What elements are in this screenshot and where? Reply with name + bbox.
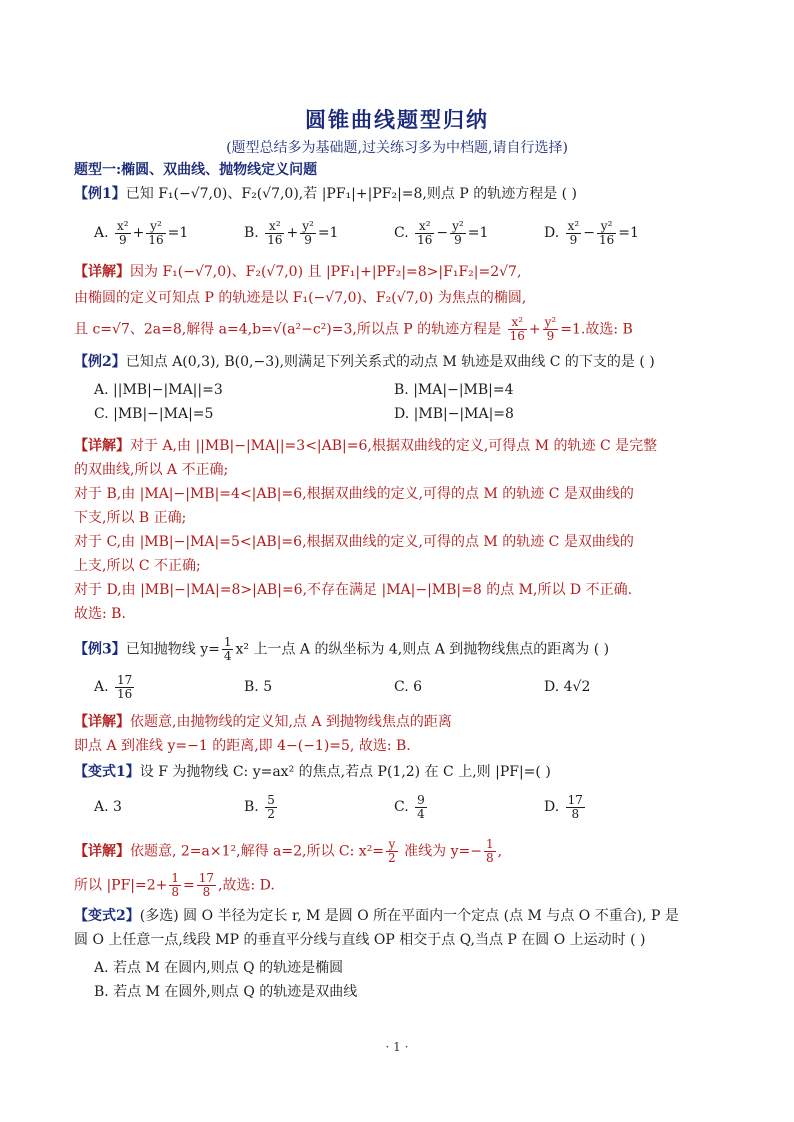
- example-3-option-b: B. 5: [244, 679, 273, 695]
- example-2-option-b: B. |MA|−|MB|=4: [394, 382, 514, 398]
- variant-1-answer-line-1: 【详解】依题意, 2=a×1²,解得 a=2,所以 C: x²= $\frac{y}{2}$ 准线为 y=− $\frac{1}{8}$ ,: [74, 837, 503, 865]
- example-2-option-c: C. |MB|−|MA|=5: [94, 406, 214, 422]
- example-2-option-d: D. |MB|−|MA|=8: [394, 406, 514, 422]
- variant-2-tag: 【变式2】: [74, 908, 140, 924]
- example-2-answer-line-4: 下支,所以 B 正确;: [74, 510, 187, 526]
- example-2-answer-line-3: 对于 B,由 |MA|−|MB|=4<|AB|=6,根据双曲线的定义,可得的点 M 的轨迹 C 是双曲线的: [74, 486, 634, 502]
- example-1-option-d: D. $\frac{\text{x²}}{9}$ − $\frac{\text{y²}}{16}$ =1: [544, 218, 639, 247]
- example-3-answer-line-2: 即点 A 到准线 y=−1 的距离,即 4−(−1)=5, 故选: B.: [74, 738, 411, 754]
- example-2-answer-line-5: 对于 C,由 |MB|−|MA|=5<|AB|=6,根据双曲线的定义,可得的点 M 的轨迹 C 是双曲线的: [74, 534, 634, 550]
- section-heading: 题型一:椭圆、双曲线、抛物线定义问题: [74, 162, 318, 178]
- variant-1-option-c: C. $\frac{9}{4}$: [394, 792, 425, 821]
- example-3-options: [94, 672, 734, 702]
- example-1-tag: 【例1】: [74, 186, 126, 202]
- variant-2-option-a: A. 若点 M 在圆内,则点 Q 的轨迹是椭圆: [94, 960, 344, 976]
- example-1-answer-line-2: 由椭圆的定义可知点 P 的轨迹是以 F₁(−√7,0)、F₂(√7,0) 为焦点的椭圆,: [74, 290, 527, 306]
- example-3-question: 【例3】已知抛物线 y= $\frac{1}{4}$ x² 上一点 A 的纵坐标为 4,则点 A 到抛物线焦点的距离为 ( ): [74, 635, 610, 663]
- variant-1-option-a: A. 3: [94, 799, 122, 815]
- example-3-option-a: A. $\frac{17}{16}$: [94, 672, 133, 701]
- example-2-answer-line-1: 【详解】对于 A,由 ||MB|−|MA||=3<|AB|=6,根据双曲线的定义,可得点 M 的轨迹 C 是完整: [74, 438, 658, 454]
- answer-tag: 【详解】: [74, 438, 130, 454]
- page-subtitle: (题型总结多为基础题,过关练习多为中档题,请自行选择): [226, 140, 568, 156]
- example-1-answer-line-3: 且 c=√7、2a=8,解得 a=4,b=√(a²−c²)=3,所以点 P 的轨迹方程是 $\frac{\text{x²}}{16}$ + $\frac{\text{y²}}{9}$ =1.故选: B: [74, 315, 633, 343]
- answer-tag: 【详解】: [74, 843, 130, 860]
- example-2-question: 【例2】已知点 A(0,3), B(0,−3),则满足下列关系式的动点 M 轨迹是双曲线 C 的下支的是 ( ): [74, 354, 655, 370]
- example-1-options: [94, 218, 734, 248]
- answer-tag: 【详解】: [74, 264, 130, 280]
- example-3-tag: 【例3】: [74, 641, 126, 658]
- variant-1-option-b: B. $\frac{5}{2}$: [244, 792, 275, 821]
- example-1-question: [74, 184, 577, 204]
- variant-1-tag: 【变式1】: [74, 764, 140, 780]
- example-1-text: 已知 F₁(−√7,0)、F₂(√7,0),若 |PF₁|+|PF₂|=8,则点 P 的轨迹方程是 ( ): [125, 186, 578, 202]
- page-number: · 1 ·: [385, 1040, 409, 1054]
- example-1-option-a: A. $\frac{\text{x²}}{9}$ + $\frac{\text{y²}}{16}$ =1: [94, 218, 189, 247]
- example-1-option-c: C. $\frac{\text{x²}}{16}$ − $\frac{\text{y²}}{9}$ =1: [394, 218, 489, 247]
- example-3-option-d: D. 4√2: [544, 679, 591, 695]
- variant-2-option-b: B. 若点 M 在圆外,则点 Q 的轨迹是双曲线: [94, 984, 358, 1000]
- example-2-answer-line-7: 对于 D,由 |MB|−|MA|=8>|AB|=6,不存在满足 |MA|−|MB|=8 的点 M,所以 D 不正确.: [74, 582, 633, 598]
- variant-1-answer-line-2: 所以 |PF|=2+ $\frac{1}{8}$ = $\frac{17}{8}$ ,故选: D.: [74, 871, 275, 899]
- variant-1-question: 【变式1】设 F 为抛物线 C: y=ax² 的焦点,若点 P(1,2) 在 C 上,则 |PF|=( ): [74, 764, 551, 780]
- example-2-option-a: A. ||MB|−|MA||=3: [94, 382, 223, 398]
- page-title: 圆锥曲线题型归纳: [305, 107, 489, 132]
- variant-2-question-line-2: 圆 O 上任意一点,线段 MP 的垂直平分线与直线 OP 相交于点 Q,当点 P 在圆 O 上运动时 ( ): [74, 932, 646, 948]
- example-1-answer-line-1: 【详解】因为 F₁(−√7,0)、F₂(√7,0) 且 |PF₁|+|PF₂|=8>|F₁F₂|=2√7,: [74, 264, 522, 280]
- example-2-answer-line-8: 故选: B.: [74, 606, 126, 622]
- variant-2-question-line-1: 【变式2】(多选) 圆 O 半径为定长 r, M 是圆 O 所在平面内一个定点 (点 M 与点 O 不重合), P 是: [74, 908, 679, 924]
- variant-1-options: [94, 792, 734, 822]
- example-1-option-b: B. $\frac{\text{x²}}{16}$ + $\frac{\text{y²}}{9}$ =1: [244, 218, 339, 247]
- example-2-answer-line-2: 的双曲线,所以 A 不正确;: [74, 462, 229, 478]
- example-2-tag: 【例2】: [74, 354, 126, 370]
- example-2-answer-line-6: 上支,所以 C 不正确;: [74, 558, 201, 574]
- answer-tag: 【详解】: [74, 714, 130, 730]
- example-3-option-c: C. 6: [394, 679, 423, 695]
- variant-1-option-d: D. $\frac{17}{8}$: [544, 792, 583, 821]
- example-3-answer-line-1: 【详解】依题意,由抛物线的定义知,点 A 到抛物线焦点的距离: [74, 714, 452, 730]
